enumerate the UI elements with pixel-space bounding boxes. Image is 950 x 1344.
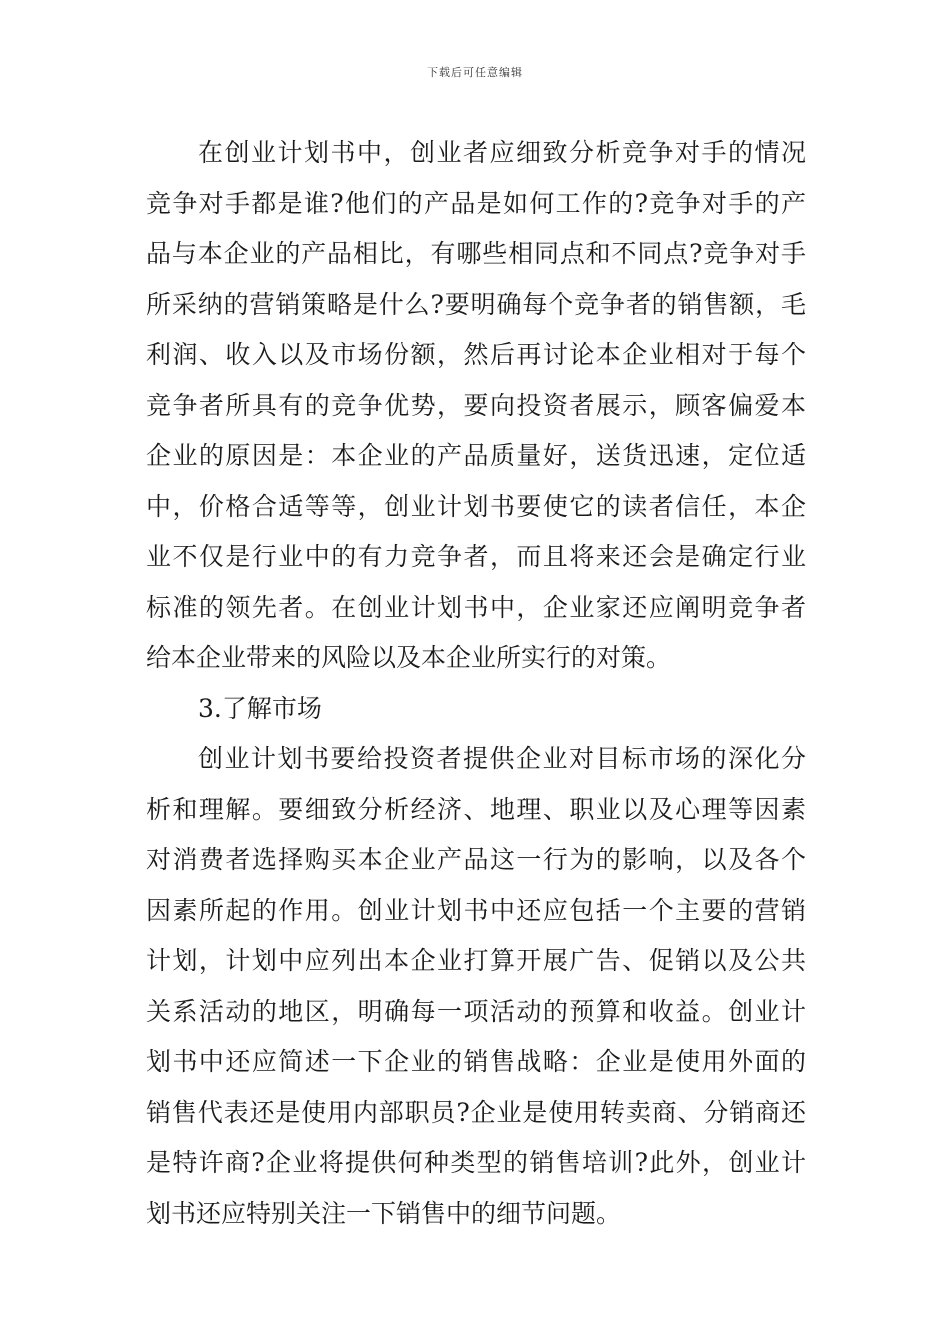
text-line: 创业计划书要给投资者提供企业对目标市场的深化分	[198, 744, 806, 773]
document-body	[146, 128, 806, 1239]
text-line: 竞争对手都是谁?他们的产品是如何工作的?竞争对手的产	[146, 188, 806, 218]
text-line: 是特许商?企业将提供何种类型的销售培训?此外，创业计	[146, 1148, 806, 1177]
paragraph-market	[146, 734, 806, 1239]
text-line: 关系活动的地区，明确每一项活动的预算和收益。创业计	[146, 996, 806, 1026]
text-line: 在创业计划书中，创业者应细致分析竞争对手的情况	[198, 138, 806, 167]
paragraph-competition	[146, 128, 806, 684]
text-line: 析和理解。要细致分析经济、地理、职业以及心理等因素	[146, 794, 806, 824]
text-line: 企业的原因是：本企业的产品质量好，送货迅速，定位适	[146, 441, 806, 470]
page-header: 下载后可任意编辑	[427, 66, 523, 79]
text-line: 利润、收入以及市场份额，然后再讨论本企业相对于每个	[146, 340, 806, 369]
text-line: 标准的领先者。在创业计划书中，企业家还应阐明竞争者	[146, 592, 806, 622]
text-line: 所采纳的营销策略是什么?要明确每个竞争者的销售额，毛	[146, 289, 806, 319]
text-line: 给本企业带来的风险以及本企业所实行的对策。	[146, 643, 672, 672]
section-heading: 3.了解市场	[198, 693, 322, 723]
text-line: 中，价格合适等等，创业计划书要使它的读者信任，本企	[146, 491, 806, 521]
text-line: 划书还应特别关注一下销售中的细节问题。	[146, 1198, 622, 1228]
text-line: 竞争者所具有的竞争优势，要向投资者展示，顾客偏爱本	[146, 390, 806, 420]
text-line: 因素所起的作用。创业计划书中还应包括一个主要的营销	[146, 895, 806, 925]
text-line: 品与本企业的产品相比，有哪些相同点和不同点?竞争对手	[146, 239, 806, 268]
text-line: 销售代表还是使用内部职员?企业是使用转卖商、分销商还	[146, 1097, 806, 1127]
text-line: 对消费者选择购买本企业产品这一行为的影响，以及各个	[146, 845, 806, 874]
text-line: 业不仅是行业中的有力竞争者，而且将来还会是确定行业	[146, 542, 806, 571]
text-line: 计划，计划中应列出本企业打算开展广告、促销以及公共	[146, 946, 806, 975]
text-line: 划书中还应简述一下企业的销售战略：企业是使用外面的	[146, 1047, 806, 1076]
